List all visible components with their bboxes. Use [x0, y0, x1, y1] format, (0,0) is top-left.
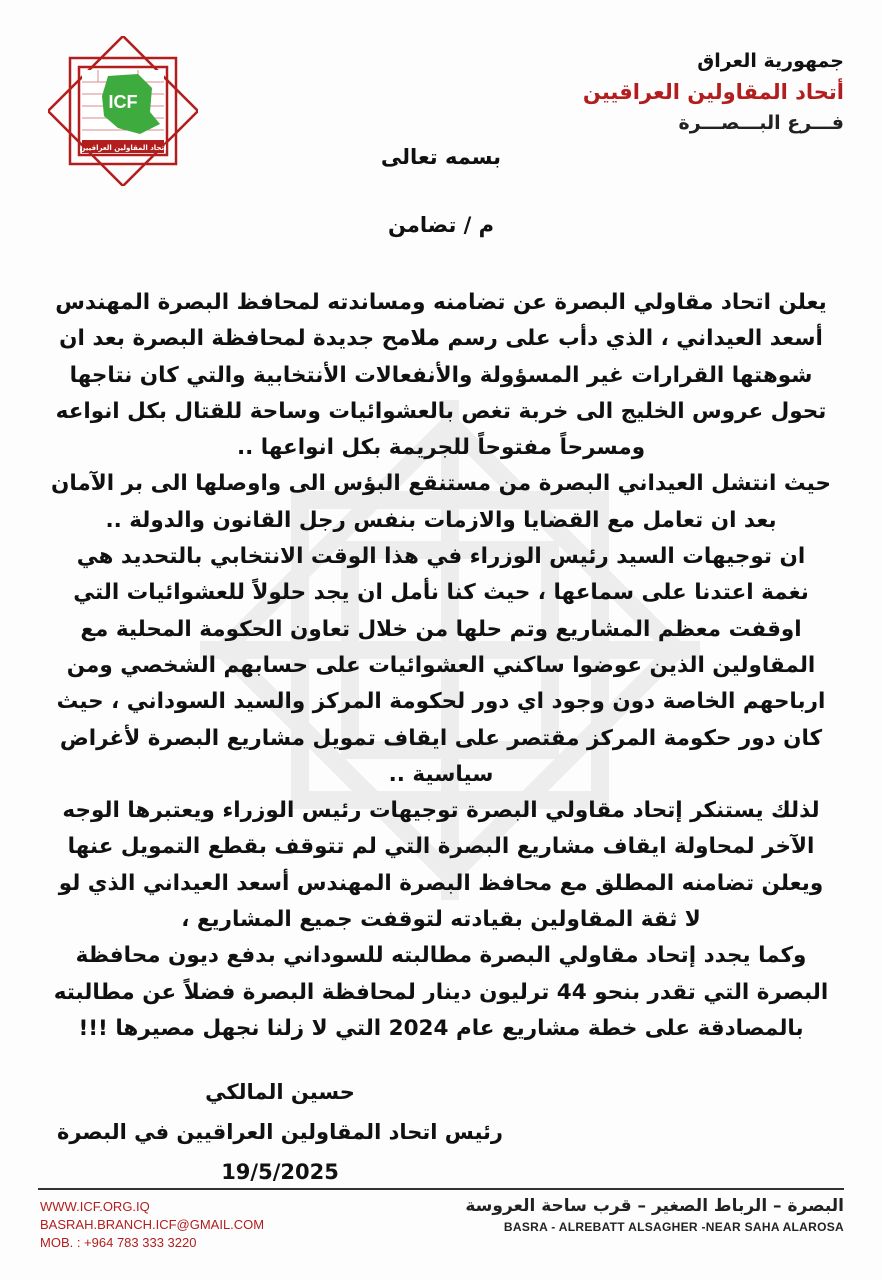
- letterhead: [583, 50, 844, 134]
- body-line: ويعلن تضامنه المطلق مع محافظ البصرة المهندس أسعد العيداني الذي لو: [58, 870, 824, 896]
- letter-subject: م / تضامن: [387, 213, 495, 237]
- country-name: جمهورية العراق: [697, 50, 844, 72]
- body-line: وكما يجدد إتحاد مقاولي البصرة مطالبته للسوداني بدفع ديون محافظة: [75, 943, 807, 969]
- body-line: شوهتها القرارات غير المسؤولة والأنفعالات الأنتخابية والتي كان نتاجها: [69, 362, 813, 388]
- body-line: نغمة اعتدنا على سماعها ، حيث كنا نأمل ان يجد حلولاً للعشوائيات التي: [73, 580, 809, 606]
- signatory-title: رئيس اتحاد المقاولين العراقيين في البصرة: [56, 1120, 504, 1144]
- body-line: ومسرحاً مفتوحاً للجريمة بكل انواعها ..: [236, 435, 646, 461]
- body-line: كان دور حكومة المركز مقتصر على ايقاف تمويل مشاريع البصرة لأغراض: [59, 725, 823, 751]
- body-line: لذلك يستنكر إتحاد مقاولي البصرة توجيهات رئيس الوزراء ويعتبرها الوجه: [62, 798, 820, 824]
- body-line: سياسية ..: [388, 761, 494, 787]
- branch-name: فـــرع البـــصـــرة: [678, 112, 844, 134]
- body-line: البصرة التي تقدر بنحو 44 ترليون دينار لمحافظة البصرة فضلاً عن مطالبته: [53, 979, 829, 1005]
- letter-date: 19/5/2025: [221, 1160, 339, 1184]
- footer-address: [465, 1196, 844, 1234]
- body-line: بالمصادقة على خطة مشاريع عام 2024 التي لا زلنا نجهل مصيرها !!!: [78, 1015, 804, 1041]
- signatory-name: حسين المالكي: [205, 1080, 355, 1104]
- footer-divider: [38, 1188, 844, 1190]
- union-name: أتحاد المقاولين العراقيين: [582, 80, 844, 104]
- basmala: بسمه تعالى: [380, 145, 502, 169]
- signature-block: [40, 1072, 520, 1192]
- body-line: الآخر لمحاولة ايقاف مشاريع البصرة التي لم تتوقف بقطع التمويل عنها: [67, 834, 815, 860]
- logo-caption: اتحاد المقاولين العراقيين: [79, 144, 167, 152]
- email-link[interactable]: BASRAH.BRANCH.ICF@GMAIL.COM: [40, 1217, 265, 1232]
- body-line: ارباحهم الخاصة دون وجود اي دور لحكومة المركز والسيد السوداني ، حيث: [56, 689, 826, 715]
- address-arabic: البصرة – الرباط الصغير – قرب ساحة العروسة: [465, 1196, 844, 1216]
- body-line: تحول عروس الخليج الى خربة تغص بالعشوائيات وساحة للقتال بكل انواعه: [55, 398, 827, 424]
- body-line: المقاولين الذين عوضوا ساكني العشوائيات على حسابهم الشخصي ومن: [66, 652, 816, 678]
- mobile-number: MOB. : +964 783 333 3220: [40, 1235, 197, 1250]
- footer-contacts: [40, 1198, 264, 1252]
- website-link[interactable]: WWW.ICF.ORG.IQ: [40, 1199, 150, 1214]
- body-line: يعلن اتحاد مقاولي البصرة عن تضامنه ومساندته لمحافظ البصرة المهندس: [55, 290, 827, 315]
- logo-text: ICF: [108, 92, 138, 112]
- body-line: اوقفت معظم المشاريع وتم حلها من خلال تعاون الحكومة المحلية مع: [80, 616, 802, 642]
- body-line: حيث انتشل العيداني البصرة من مستنقع البؤس الى واوصلها الى بر الآمان: [51, 471, 831, 497]
- letter-body: [38, 285, 844, 1047]
- body-line: أسعد العيداني ، الذي دأب على رسم ملامح جديدة لمحافظة البصرة بعد ان: [59, 326, 823, 352]
- body-line: بعد ان تعامل مع القضايا والازمات بنفس رجل القانون والدولة ..: [105, 507, 777, 533]
- address-english: BASRA - ALREBATT ALSAGHER -NEAR SAHA ALAROSA: [503, 1220, 844, 1234]
- body-line: لا ثقة المقاولين بقيادته لتوقفت جميع المشاريع ،: [181, 907, 701, 933]
- body-line: ان توجيهات السيد رئيس الوزراء في هذا الوقت الانتخابي بالتحديد هي: [76, 544, 806, 570]
